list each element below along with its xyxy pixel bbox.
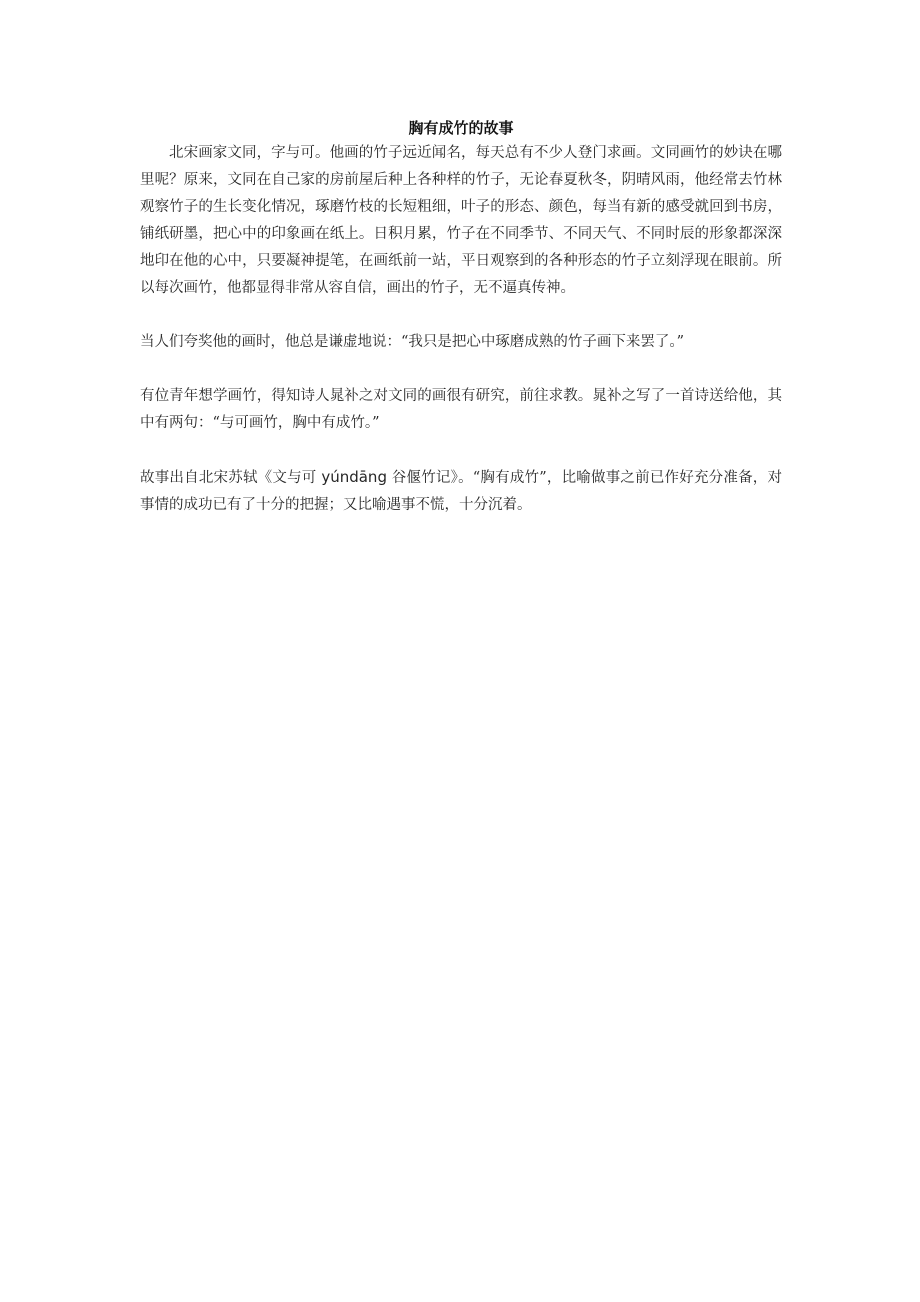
origin-text-before: 故事出自北宋苏轼《文与可	[140, 470, 322, 486]
document-title: 胸有成竹的故事	[408, 119, 514, 137]
paragraph-origin	[140, 464, 782, 519]
document-body	[140, 116, 782, 519]
origin-text-after: 谷偃竹记》。“胸有成竹”，比喻做事之前已作好充分准备，对事情的成功已有了十分的把握；又比喻遇事不慌，十分沉着。	[140, 470, 782, 513]
paragraph-poem: 有位青年想学画竹，得知诗人晁补之对文同的画很有研究，前往求教。晁补之写了一首诗送给他，其中有两句：“与可画竹，胸中有成竹。”	[140, 388, 782, 431]
origin-pinyin: yúndāng	[321, 468, 387, 486]
paragraph-modest-reply: 当人们夸奖他的画时，他总是谦虚地说：“我只是把心中琢磨成熟的竹子画下来罢了。”	[140, 334, 685, 350]
paragraph-story: 北宋画家文同，字与可。他画的竹子远近闻名，每天总有不少人登门求画。文同画竹的妙诀在哪里呢？原来，文同在自己家的房前屋后种上各种样的竹子，无论春夏秋冬，阴晴风雨，他经常去竹林观察竹子的生长变化情况，琢磨竹枝的长短粗细，叶子的形态、颜色，每当有新的感受就回到书房，铺纸研墨，把心中的印象画在纸上。日积月累，竹子在不同季节、不同天气、不同时辰的形象都深深地印在他的心中，只要凝神提笔，在画纸前一站，平日观察到的各种形态的竹子立刻浮现在眼前。所以每次画竹，他都显得非常从容自信，画出的竹子，无不逼真传神。	[140, 145, 782, 296]
